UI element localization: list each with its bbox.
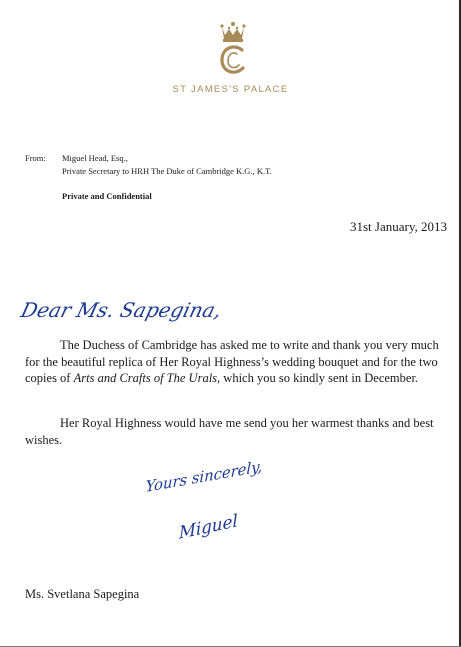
svg-text:Miguel: Miguel [178, 511, 239, 544]
book-title: Arts and Crafts of The Urals [73, 371, 218, 385]
from-label: From: [25, 153, 46, 163]
letterhead-organization: ST JAMES'S PALACE [172, 84, 289, 95]
svg-text:Yours sincerely,: Yours sincerely, [145, 457, 263, 496]
crown-cypher-icon [213, 18, 253, 82]
recipient-name: Ms. Svetlana Sapegina [25, 587, 140, 601]
sender-title: Private Secretary to HRH The Duke of Cambridge K.G., K.T. [62, 166, 272, 176]
body-paragraph-1-text: The Duchess of Cambridge has asked me to write and thank you very much for the beautiful replica of Her Royal Highness’s wedding bouquet and for the two copies of [25, 338, 439, 385]
handwritten-closing [147, 455, 287, 495]
sender-name: Miguel Head, Esq., [62, 153, 128, 163]
svg-text:Dear Ms. Sapegina,: Dear Ms. Sapegina, [18, 298, 225, 322]
handwritten-signature [180, 502, 250, 546]
handwritten-salutation [18, 292, 225, 328]
body-paragraph-2 [25, 415, 445, 448]
confidentiality-notice: Private and Confidential [62, 191, 152, 201]
body-paragraph-1-end: , which you so kindly sent in December. [217, 371, 419, 385]
body-paragraph-1 [25, 337, 445, 387]
body-paragraph-2-text: Her Royal Highness would have me send you her warmest thanks and best wishes. [25, 416, 434, 447]
letter-date: 31st January, 2013 [349, 219, 447, 234]
